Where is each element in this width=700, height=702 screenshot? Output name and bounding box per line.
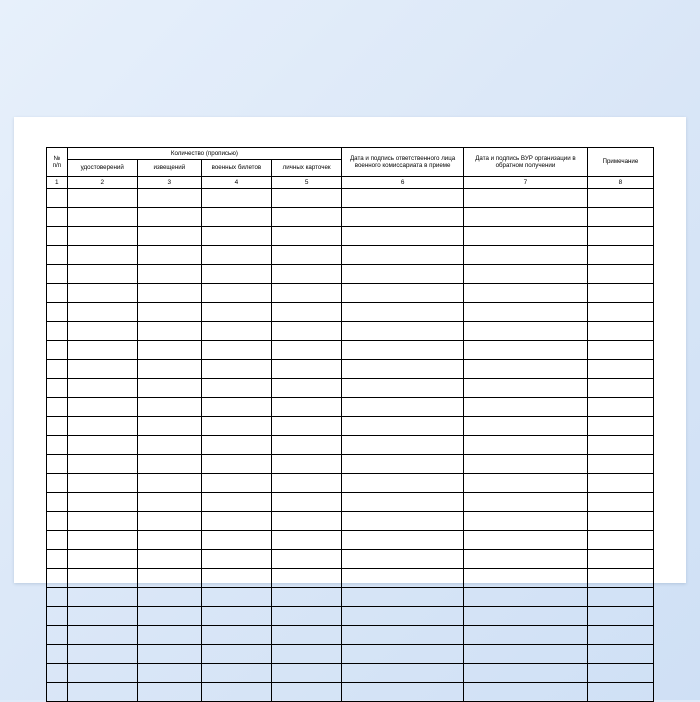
table-cell-empty[interactable] xyxy=(47,436,68,455)
table-cell-empty[interactable] xyxy=(67,265,137,284)
table-cell-empty[interactable] xyxy=(587,664,653,683)
table-cell-empty[interactable] xyxy=(47,664,68,683)
table-cell-empty[interactable] xyxy=(67,664,137,683)
table-cell-empty[interactable] xyxy=(272,550,342,569)
table-cell-empty[interactable] xyxy=(137,208,201,227)
table-cell-empty[interactable] xyxy=(137,455,201,474)
table-row[interactable] xyxy=(47,284,654,303)
column-number-2: 2 xyxy=(67,177,137,189)
table-cell-empty[interactable] xyxy=(201,645,271,664)
table-cell-empty[interactable] xyxy=(201,379,271,398)
table-cell-empty[interactable] xyxy=(272,588,342,607)
table-cell-empty[interactable] xyxy=(464,607,588,626)
table-cell-empty[interactable] xyxy=(342,588,464,607)
table-cell-empty[interactable] xyxy=(201,265,271,284)
table-row[interactable] xyxy=(47,683,654,702)
table-cell-empty[interactable] xyxy=(587,588,653,607)
table-cell-empty[interactable] xyxy=(201,569,271,588)
header-cell-note: Примечание xyxy=(587,148,653,177)
table-cell-empty[interactable] xyxy=(587,341,653,360)
table-cell-empty[interactable] xyxy=(201,664,271,683)
table-cell-empty[interactable] xyxy=(47,417,68,436)
table-cell-empty[interactable] xyxy=(137,265,201,284)
header-cell-military-ids: военных билетов xyxy=(201,160,271,177)
column-number-1: 1 xyxy=(47,177,68,189)
table-cell-empty[interactable] xyxy=(201,607,271,626)
table-cell-empty[interactable] xyxy=(342,664,464,683)
table-cell-empty[interactable] xyxy=(587,455,653,474)
table-cell-empty[interactable] xyxy=(201,360,271,379)
table-cell-empty[interactable] xyxy=(342,379,464,398)
table-cell-empty[interactable] xyxy=(587,227,653,246)
table-cell-empty[interactable] xyxy=(47,588,68,607)
table-cell-empty[interactable] xyxy=(342,265,464,284)
table-cell-empty[interactable] xyxy=(201,208,271,227)
table-cell-empty[interactable] xyxy=(67,303,137,322)
journal-table-area xyxy=(46,147,654,553)
table-cell-empty[interactable] xyxy=(464,417,588,436)
table-cell-empty[interactable] xyxy=(137,531,201,550)
table-cell-empty[interactable] xyxy=(464,341,588,360)
table-cell-empty[interactable] xyxy=(67,379,137,398)
table-cell-empty[interactable] xyxy=(67,607,137,626)
table-cell-empty[interactable] xyxy=(47,626,68,645)
table-cell-empty[interactable] xyxy=(342,531,464,550)
header-np-line2: п/п xyxy=(52,162,62,169)
table-cell-empty[interactable] xyxy=(272,664,342,683)
column-number-8: 8 xyxy=(587,177,653,189)
table-cell-empty[interactable] xyxy=(47,322,68,341)
table-cell-empty[interactable] xyxy=(272,626,342,645)
table-cell-empty[interactable] xyxy=(201,417,271,436)
table-cell-empty[interactable] xyxy=(201,227,271,246)
table-cell-empty[interactable] xyxy=(67,588,137,607)
table-cell-empty[interactable] xyxy=(137,645,201,664)
table-cell-empty[interactable] xyxy=(272,246,342,265)
table-cell-empty[interactable] xyxy=(67,645,137,664)
table-row[interactable] xyxy=(47,455,654,474)
header-np-line1: № xyxy=(53,154,61,162)
table-cell-empty[interactable] xyxy=(464,493,588,512)
table-cell-empty[interactable] xyxy=(137,626,201,645)
table-row[interactable] xyxy=(47,189,654,208)
column-number-7: 7 xyxy=(464,177,588,189)
table-cell-empty[interactable] xyxy=(47,189,68,208)
table-cell-empty[interactable] xyxy=(342,569,464,588)
table-cell-empty[interactable] xyxy=(47,284,68,303)
table-cell-empty[interactable] xyxy=(201,436,271,455)
table-row[interactable] xyxy=(47,550,654,569)
table-cell-empty[interactable] xyxy=(464,683,588,702)
table-cell-empty[interactable] xyxy=(137,550,201,569)
table-cell-empty[interactable] xyxy=(464,512,588,531)
table-cell-empty[interactable] xyxy=(587,645,653,664)
table-row[interactable] xyxy=(47,436,654,455)
table-cell-empty[interactable] xyxy=(137,664,201,683)
table-cell-empty[interactable] xyxy=(587,265,653,284)
table-cell-empty[interactable] xyxy=(137,588,201,607)
table-cell-empty[interactable] xyxy=(137,360,201,379)
table-cell-empty[interactable] xyxy=(137,569,201,588)
table-cell-empty[interactable] xyxy=(464,455,588,474)
table-row[interactable] xyxy=(47,531,654,550)
table-body-empty-rows xyxy=(47,189,654,702)
header-cell-vur-return-receipt: Дата и подпись ВУР организации в обратном получении xyxy=(464,148,588,177)
table-cell-empty[interactable] xyxy=(342,360,464,379)
table-cell-empty[interactable] xyxy=(587,550,653,569)
table-cell-empty[interactable] xyxy=(201,322,271,341)
table-cell-empty[interactable] xyxy=(47,398,68,417)
table-cell-empty[interactable] xyxy=(137,474,201,493)
table-cell-empty[interactable] xyxy=(47,474,68,493)
table-cell-empty[interactable] xyxy=(272,322,342,341)
table-cell-empty[interactable] xyxy=(272,303,342,322)
table-cell-empty[interactable] xyxy=(67,436,137,455)
table-row[interactable] xyxy=(47,265,654,284)
table-cell-empty[interactable] xyxy=(587,683,653,702)
table-cell-empty[interactable] xyxy=(47,455,68,474)
table-cell-empty[interactable] xyxy=(67,531,137,550)
table-row[interactable] xyxy=(47,246,654,265)
table-cell-empty[interactable] xyxy=(587,246,653,265)
table-cell-empty[interactable] xyxy=(137,417,201,436)
column-number-3: 3 xyxy=(137,177,201,189)
table-cell-empty[interactable] xyxy=(587,284,653,303)
table-cell-empty[interactable] xyxy=(67,493,137,512)
table-row[interactable] xyxy=(47,379,654,398)
table-cell-empty[interactable] xyxy=(587,474,653,493)
table-cell-empty[interactable] xyxy=(137,322,201,341)
table-cell-empty[interactable] xyxy=(67,550,137,569)
header-cell-military-commissariat-receipt: Дата и подпись ответственного лица военного комиссариата в приеме xyxy=(342,148,464,177)
table-row[interactable] xyxy=(47,417,654,436)
table-cell-empty[interactable] xyxy=(67,455,137,474)
table-cell-empty[interactable] xyxy=(137,683,201,702)
table-cell-empty[interactable] xyxy=(587,208,653,227)
table-cell-empty[interactable] xyxy=(464,265,588,284)
table-cell-empty[interactable] xyxy=(587,398,653,417)
table-cell-empty[interactable] xyxy=(342,645,464,664)
table-row[interactable] xyxy=(47,341,654,360)
table-cell-empty[interactable] xyxy=(587,322,653,341)
table-cell-empty[interactable] xyxy=(137,379,201,398)
table-row[interactable] xyxy=(47,588,654,607)
table-cell-empty[interactable] xyxy=(67,683,137,702)
table-cell-empty[interactable] xyxy=(67,417,137,436)
table-cell-empty[interactable] xyxy=(47,246,68,265)
table-cell-empty[interactable] xyxy=(137,284,201,303)
table-cell-empty[interactable] xyxy=(272,569,342,588)
table-cell-empty[interactable] xyxy=(47,550,68,569)
table-cell-empty[interactable] xyxy=(67,398,137,417)
table-cell-empty[interactable] xyxy=(47,303,68,322)
table-cell-empty[interactable] xyxy=(137,436,201,455)
table-cell-empty[interactable] xyxy=(47,265,68,284)
table-cell-empty[interactable] xyxy=(272,398,342,417)
table-cell-empty[interactable] xyxy=(67,208,137,227)
table-cell-empty[interactable] xyxy=(464,208,588,227)
table-cell-empty[interactable] xyxy=(342,227,464,246)
table-cell-empty[interactable] xyxy=(272,379,342,398)
table-cell-empty[interactable] xyxy=(67,341,137,360)
table-cell-empty[interactable] xyxy=(47,208,68,227)
table-cell-empty[interactable] xyxy=(587,607,653,626)
table-cell-empty[interactable] xyxy=(342,512,464,531)
table-cell-empty[interactable] xyxy=(67,189,137,208)
table-cell-empty[interactable] xyxy=(272,683,342,702)
header-cell-certificates: удостоверений xyxy=(67,160,137,177)
table-row[interactable] xyxy=(47,664,654,683)
table-cell-empty[interactable] xyxy=(272,360,342,379)
table-cell-empty[interactable] xyxy=(137,493,201,512)
table-cell-empty[interactable] xyxy=(464,284,588,303)
table-cell-empty[interactable] xyxy=(67,474,137,493)
table-cell-empty[interactable] xyxy=(47,645,68,664)
table-cell-empty[interactable] xyxy=(137,512,201,531)
column-number-6: 6 xyxy=(342,177,464,189)
table-cell-empty[interactable] xyxy=(587,360,653,379)
table-cell-empty[interactable] xyxy=(464,531,588,550)
table-row[interactable] xyxy=(47,512,654,531)
document-sheet xyxy=(14,117,686,583)
table-cell-empty[interactable] xyxy=(47,493,68,512)
table-cell-empty[interactable] xyxy=(272,227,342,246)
table-cell-empty[interactable] xyxy=(137,246,201,265)
table-row[interactable] xyxy=(47,322,654,341)
table-row[interactable] xyxy=(47,569,654,588)
table-cell-empty[interactable] xyxy=(201,455,271,474)
table-cell-empty[interactable] xyxy=(272,189,342,208)
table-cell-empty[interactable] xyxy=(137,227,201,246)
header-cell-np xyxy=(47,148,68,177)
table-cell-empty[interactable] xyxy=(47,360,68,379)
table-cell-empty[interactable] xyxy=(464,645,588,664)
table-cell-empty[interactable] xyxy=(342,626,464,645)
table-cell-empty[interactable] xyxy=(464,550,588,569)
table-cell-empty[interactable] xyxy=(67,512,137,531)
table-header-row-group xyxy=(47,148,654,160)
table-cell-empty[interactable] xyxy=(587,493,653,512)
table-cell-empty[interactable] xyxy=(587,531,653,550)
table-cell-empty[interactable] xyxy=(587,379,653,398)
table-cell-empty[interactable] xyxy=(464,246,588,265)
table-cell-empty[interactable] xyxy=(464,436,588,455)
table-cell-empty[interactable] xyxy=(272,645,342,664)
table-cell-empty[interactable] xyxy=(272,417,342,436)
table-cell-empty[interactable] xyxy=(464,303,588,322)
table-cell-empty[interactable] xyxy=(201,626,271,645)
table-row[interactable] xyxy=(47,398,654,417)
table-cell-empty[interactable] xyxy=(201,284,271,303)
table-cell-empty[interactable] xyxy=(464,360,588,379)
table-cell-empty[interactable] xyxy=(342,341,464,360)
table-cell-empty[interactable] xyxy=(201,683,271,702)
table-cell-empty[interactable] xyxy=(47,379,68,398)
table-cell-empty[interactable] xyxy=(342,607,464,626)
table-cell-empty[interactable] xyxy=(587,569,653,588)
table-cell-empty[interactable] xyxy=(67,569,137,588)
table-cell-empty[interactable] xyxy=(201,189,271,208)
table-cell-empty[interactable] xyxy=(587,626,653,645)
table-cell-empty[interactable] xyxy=(201,246,271,265)
table-cell-empty[interactable] xyxy=(272,607,342,626)
table-cell-empty[interactable] xyxy=(201,493,271,512)
table-cell-empty[interactable] xyxy=(67,360,137,379)
table-cell-empty[interactable] xyxy=(464,664,588,683)
table-cell-empty[interactable] xyxy=(464,398,588,417)
table-cell-empty[interactable] xyxy=(272,341,342,360)
table-cell-empty[interactable] xyxy=(201,512,271,531)
journal-table xyxy=(46,147,654,702)
table-row[interactable] xyxy=(47,303,654,322)
table-cell-empty[interactable] xyxy=(342,284,464,303)
table-cell-empty[interactable] xyxy=(201,588,271,607)
table-cell-empty[interactable] xyxy=(201,550,271,569)
table-cell-empty[interactable] xyxy=(342,436,464,455)
table-cell-empty[interactable] xyxy=(67,322,137,341)
table-row[interactable] xyxy=(47,493,654,512)
table-cell-empty[interactable] xyxy=(342,550,464,569)
table-cell-empty[interactable] xyxy=(272,531,342,550)
table-cell-empty[interactable] xyxy=(47,569,68,588)
table-cell-empty[interactable] xyxy=(137,189,201,208)
table-row[interactable] xyxy=(47,208,654,227)
table-row[interactable] xyxy=(47,360,654,379)
table-row[interactable] xyxy=(47,227,654,246)
table-cell-empty[interactable] xyxy=(464,569,588,588)
table-cell-empty[interactable] xyxy=(342,493,464,512)
table-cell-empty[interactable] xyxy=(464,474,588,493)
table-cell-empty[interactable] xyxy=(67,227,137,246)
table-row[interactable] xyxy=(47,645,654,664)
table-cell-empty[interactable] xyxy=(342,683,464,702)
table-cell-empty[interactable] xyxy=(137,398,201,417)
header-cell-notices: извещений xyxy=(137,160,201,177)
table-cell-empty[interactable] xyxy=(464,379,588,398)
table-cell-empty[interactable] xyxy=(47,683,68,702)
table-cell-empty[interactable] xyxy=(342,455,464,474)
table-cell-empty[interactable] xyxy=(342,208,464,227)
table-cell-empty[interactable] xyxy=(201,398,271,417)
table-cell-empty[interactable] xyxy=(342,322,464,341)
column-number-4: 4 xyxy=(201,177,271,189)
table-cell-empty[interactable] xyxy=(342,246,464,265)
table-cell-empty[interactable] xyxy=(272,455,342,474)
table-row[interactable] xyxy=(47,607,654,626)
table-cell-empty[interactable] xyxy=(67,284,137,303)
table-cell-empty[interactable] xyxy=(47,227,68,246)
table-cell-empty[interactable] xyxy=(342,474,464,493)
header-cell-quantity-group: Количество (прописью) xyxy=(67,148,342,160)
table-cell-empty[interactable] xyxy=(67,626,137,645)
table-row[interactable] xyxy=(47,474,654,493)
table-cell-empty[interactable] xyxy=(342,189,464,208)
table-cell-empty[interactable] xyxy=(272,493,342,512)
table-cell-empty[interactable] xyxy=(464,588,588,607)
table-cell-empty[interactable] xyxy=(47,512,68,531)
table-cell-empty[interactable] xyxy=(587,417,653,436)
table-cell-empty[interactable] xyxy=(67,246,137,265)
table-cell-empty[interactable] xyxy=(47,607,68,626)
table-cell-empty[interactable] xyxy=(201,474,271,493)
table-cell-empty[interactable] xyxy=(272,208,342,227)
table-cell-empty[interactable] xyxy=(342,417,464,436)
table-cell-empty[interactable] xyxy=(342,398,464,417)
table-cell-empty[interactable] xyxy=(137,303,201,322)
table-cell-empty[interactable] xyxy=(464,189,588,208)
header-cell-personal-cards: личных карточек xyxy=(272,160,342,177)
table-cell-empty[interactable] xyxy=(464,322,588,341)
table-cell-empty[interactable] xyxy=(464,626,588,645)
table-cell-empty[interactable] xyxy=(464,227,588,246)
table-cell-empty[interactable] xyxy=(137,607,201,626)
table-cell-empty[interactable] xyxy=(47,341,68,360)
table-cell-empty[interactable] xyxy=(201,531,271,550)
table-cell-empty[interactable] xyxy=(47,531,68,550)
table-cell-empty[interactable] xyxy=(272,474,342,493)
table-cell-empty[interactable] xyxy=(201,341,271,360)
table-cell-empty[interactable] xyxy=(201,303,271,322)
table-cell-empty[interactable] xyxy=(272,265,342,284)
table-cell-empty[interactable] xyxy=(272,512,342,531)
table-cell-empty[interactable] xyxy=(272,436,342,455)
table-cell-empty[interactable] xyxy=(137,341,201,360)
table-cell-empty[interactable] xyxy=(587,189,653,208)
table-cell-empty[interactable] xyxy=(587,512,653,531)
table-row[interactable] xyxy=(47,626,654,645)
table-cell-empty[interactable] xyxy=(272,284,342,303)
table-cell-empty[interactable] xyxy=(587,436,653,455)
table-cell-empty[interactable] xyxy=(342,303,464,322)
table-column-number-row xyxy=(47,177,654,189)
column-number-5: 5 xyxy=(272,177,342,189)
table-cell-empty[interactable] xyxy=(587,303,653,322)
